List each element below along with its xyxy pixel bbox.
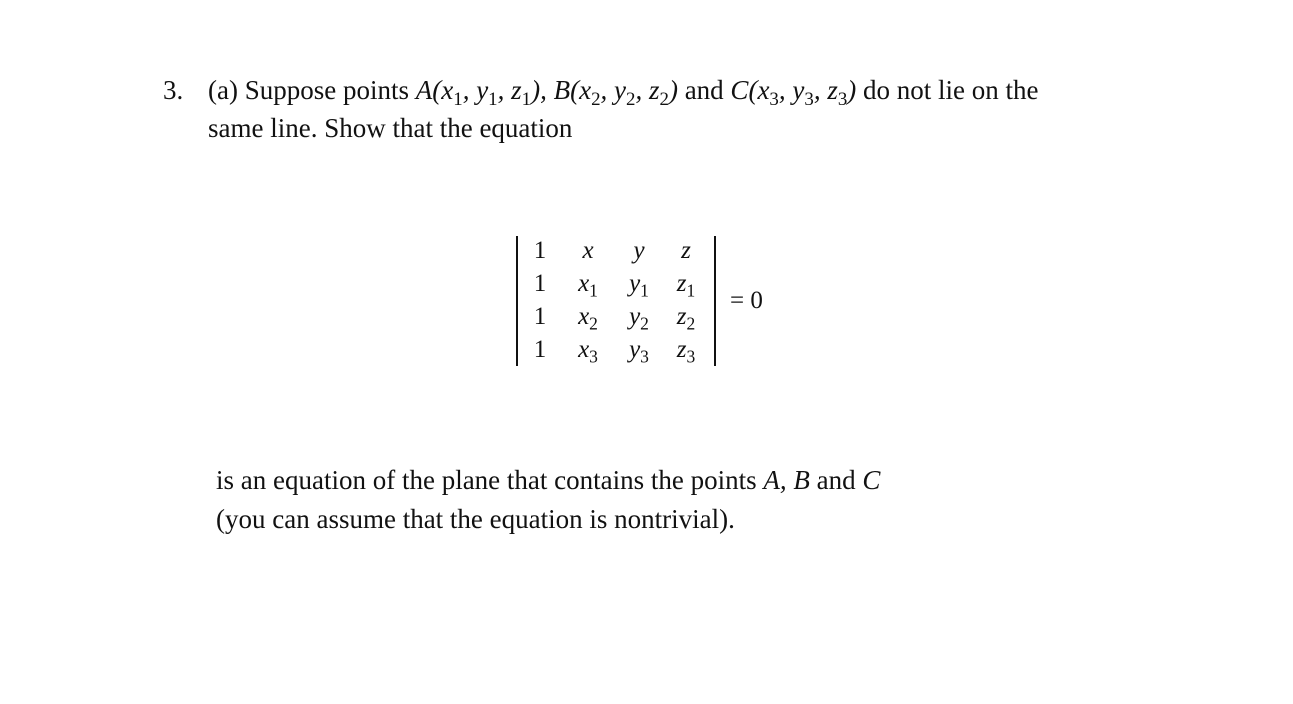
problem-number: 3. xyxy=(163,75,184,105)
problem-statement-line-2: same line. Show that the equation xyxy=(208,113,573,143)
text-do-not-lie: do not lie on the xyxy=(863,75,1039,105)
matrix-cell: $z_2$ xyxy=(676,303,696,334)
matrix-cell: $y_1$ xyxy=(629,270,649,301)
conclusion-line-1 xyxy=(216,462,880,498)
matrix-cell: $x_2$ xyxy=(578,303,598,334)
matrix-cell: 1 xyxy=(533,237,547,264)
matrix-cell: $z_1$ xyxy=(676,270,696,301)
part-label: (a) xyxy=(208,75,238,105)
points-list: A, B xyxy=(763,465,810,495)
point-c-expression: $C(x_3$, $y_3$, $z_3$) xyxy=(730,75,857,111)
conclusion-line-2: (you can assume that the equation is nontrivial). xyxy=(216,504,735,534)
determinant-matrix xyxy=(516,236,716,368)
matrix-cell: $x_3$ xyxy=(578,336,598,367)
text-plane: is an equation of the plane that contains the points xyxy=(216,465,757,495)
matrix-cell: z xyxy=(681,237,691,264)
matrix-cell: $y_3$ xyxy=(629,336,649,367)
matrix-cell: x xyxy=(582,237,594,264)
matrix-cell: $z_3$ xyxy=(676,336,696,367)
text-and-2: and xyxy=(816,465,856,495)
matrix-cell: 1 xyxy=(533,303,547,330)
matrix-cell: $y_2$ xyxy=(629,303,649,334)
point-c-label: C xyxy=(862,465,881,495)
text-suppose: Suppose points xyxy=(244,75,409,105)
problem-statement-line-1 xyxy=(208,72,1039,111)
point-a-expression: $A(x_1$, $y_1$, $z_1$), xyxy=(415,75,547,111)
text-and: and xyxy=(684,75,724,105)
matrix-cell: 1 xyxy=(533,270,547,297)
matrix-cell: y xyxy=(633,237,645,264)
determinant-left-bar xyxy=(516,236,518,366)
matrix-cell: $x_1$ xyxy=(578,270,598,301)
determinant-right-bar xyxy=(714,236,716,366)
point-b-expression: $B(x_2$, $y_2$, $z_2$) xyxy=(553,75,678,111)
equals-zero: = 0 xyxy=(730,287,763,314)
matrix-cell: 1 xyxy=(533,336,547,363)
